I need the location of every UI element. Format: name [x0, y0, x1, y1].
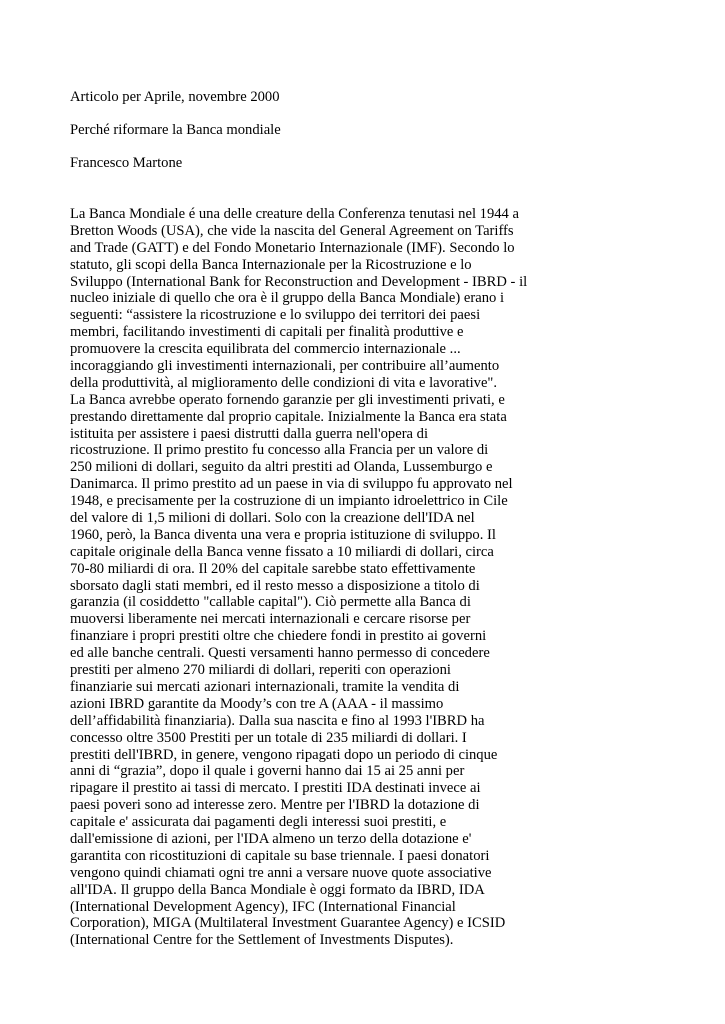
body-line: paesi poveri sono ad interesse zero. Mentre per l'IBRD la dotazione di: [70, 797, 480, 814]
body-line: anni di “grazia”, dopo il quale i governi hanno dai 15 ai 25 anni per: [70, 763, 465, 780]
body-line: prestiti dell'IBRD, in genere, vengono ripagati dopo un periodo di cinque: [70, 746, 498, 763]
body-line: sborsato dagli stati membri, ed il resto messo a disposizione a titolo di: [70, 577, 480, 594]
body-line: 1948, e precisamente per la costruzione di un impianto idroelettrico in Cile: [70, 493, 508, 510]
body-line: ed alle banche centrali. Questi versamenti hanno permesso di concedere: [70, 645, 490, 662]
body-line: 70-80 miliardi di ora. Il 20% del capitale sarebbe stato effettivamente: [70, 560, 476, 577]
body-line: La Banca avrebbe operato fornendo garanzie per gli investimenti privati, e: [70, 391, 505, 408]
body-line: La Banca Mondiale é una delle creature della Conferenza tenutasi nel 1944 a: [70, 206, 519, 222]
body-line: garantita con ricostituzioni di capitale su base triennale. I paesi donatori: [70, 847, 490, 864]
article-title: Perché riformare la Banca mondiale: [70, 122, 281, 138]
body-line: Danimarca. Il primo prestito ad un paese in via di sviluppo fu approvato nel: [70, 476, 513, 493]
body-line: incoraggiando gli investimenti internazionali, per contribuire all’aumento: [70, 358, 500, 375]
body-line: dall'emissione di azioni, per l'IDA almeno un terzo della dotazione e': [70, 830, 472, 847]
body-line: del valore di 1,5 milioni di dollari. Solo con la creazione dell'IDA nel: [70, 510, 475, 527]
body-line: statuto, gli scopi della Banca Internazionale per la Ricostruzione e lo: [70, 256, 472, 273]
body-line: finanziare i propri prestiti oltre che chiedere fondi in prestito ai governi: [70, 628, 487, 645]
body-line: Corporation), MIGA (Multilateral Investment Guarantee Agency) e ICSID: [70, 915, 506, 932]
body-line: vengono quindi chiamati ogni tre anni a versare nuove quote associative: [70, 864, 492, 881]
body-line: all'IDA. Il gruppo della Banca Mondiale è oggi formato da IBRD, IDA: [70, 881, 485, 898]
body-line: dell’affidabilità finanziaria). Dalla sua nascita e fino al 1993 l'IBRD ha: [70, 712, 485, 729]
body-line: 250 milioni di dollari, seguito da altri prestiti ad Olanda, Lussemburgo e: [70, 459, 493, 476]
body-line: capitale e' assicurata dai pagamenti degli interessi suoi prestiti, e: [70, 814, 447, 831]
body-line: nucleo iniziale di quello che ora è il gruppo della Banca Mondiale) erano i: [70, 290, 505, 307]
body-line: Bretton Woods (USA), che vide la nascita del General Agreement on Tariffs: [70, 222, 514, 239]
body-line: seguenti: “assistere la ricostruzione e lo sviluppo dei territori dei paesi: [70, 307, 481, 324]
body-line: finanziarie sui mercati azionari internazionali, tramite la vendita di: [70, 678, 460, 695]
article-author: Francesco Martone: [70, 155, 183, 171]
body-line: (International Development Agency), IFC (International Financial: [70, 898, 456, 915]
body-line: prestando direttamente dal proprio capitale. Inizialmente la Banca era stata: [70, 408, 507, 425]
body-line: concesso oltre 3500 Prestiti per un totale di 235 miliardi di dollari. I: [70, 729, 467, 746]
body-line: promuovere la crescita equilibrata del commercio internazionale ...: [70, 341, 461, 358]
body-line: Sviluppo (International Bank for Reconstruction and Development - IBRD - il: [70, 273, 528, 290]
body-line: istituita per assistere i paesi distrutti dalla guerra nell'opera di: [70, 425, 429, 442]
body-line: 1960, però, la Banca diventa una vera e propria istituzione di sviluppo. Il: [70, 526, 496, 543]
article-header: Articolo per Aprile, novembre 2000: [70, 89, 280, 105]
body-line: prestiti per almeno 270 miliardi di dollari, reperiti con operazioni: [70, 662, 451, 679]
body-line: (International Centre for the Settlement of Investments Disputes).: [70, 932, 454, 949]
body-line: della produttività, al miglioramento delle condizioni di vita e lavorative".: [70, 374, 498, 391]
article-body: [70, 206, 710, 949]
body-line: ripagare il prestito ai tassi di mercato. I prestiti IDA destinati invece ai: [70, 780, 481, 797]
body-line: muoversi liberamente nei mercati internazionali e cercare risorse per: [70, 611, 471, 628]
body-line: and Trade (GATT) e del Fondo Monetario Internazionale (IMF). Secondo lo: [70, 239, 515, 256]
body-line: azioni IBRD garantite da Moody’s con tre A (AAA - il massimo: [70, 695, 444, 712]
body-line: garanzia (il cosiddetto "callable capital"). Ciò permette alla Banca di: [70, 594, 471, 611]
body-line: membri, facilitando investimenti di capitali per finalità produttive e: [70, 324, 464, 341]
body-line: ricostruzione. Il primo prestito fu concesso alla Francia per un valore di: [70, 442, 489, 459]
body-line: capitale originale della Banca venne fissato a 10 miliardi di dollari, circa: [70, 543, 494, 560]
